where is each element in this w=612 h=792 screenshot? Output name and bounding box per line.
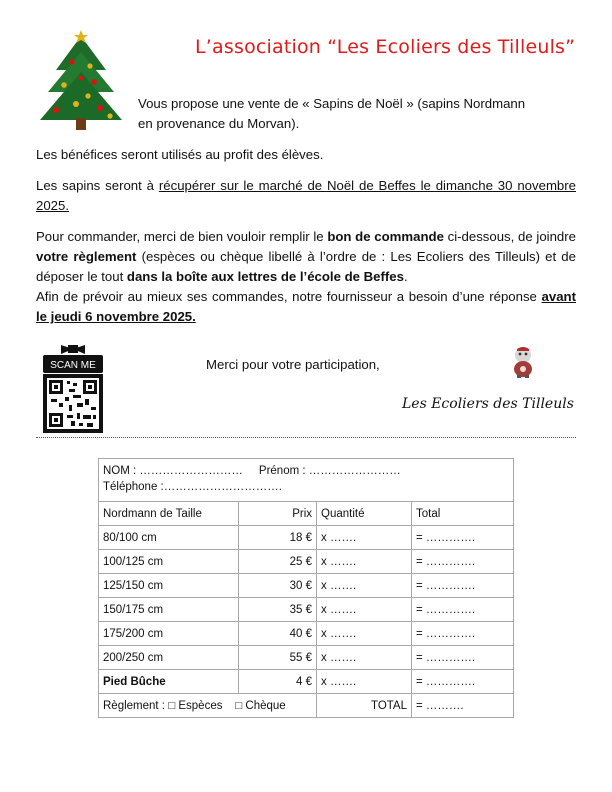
cash-option-label: Espèces bbox=[178, 699, 223, 712]
benefits-paragraph: Les bénéfices seront utilisés au profit des élèves. bbox=[36, 147, 324, 162]
qr-code-icon[interactable] bbox=[43, 345, 103, 433]
intro-line-2: en provenance du Morvan). bbox=[138, 116, 300, 131]
price-cell: 40 € bbox=[239, 622, 317, 646]
table-row bbox=[99, 646, 514, 670]
price-cell: 30 € bbox=[239, 574, 317, 598]
table-row bbox=[99, 598, 514, 622]
col-header-quantity: Quantité bbox=[317, 502, 412, 526]
size-cell: Pied Bûche bbox=[99, 670, 239, 694]
quantity-field[interactable]: x ……. bbox=[317, 622, 412, 646]
intro-text bbox=[138, 94, 578, 134]
check-checkbox[interactable]: □ bbox=[235, 699, 243, 712]
size-cell: 200/250 cm bbox=[99, 646, 239, 670]
pickup-paragraph bbox=[36, 176, 576, 216]
col-header-total: Total bbox=[412, 502, 514, 526]
total-field[interactable]: = …………. bbox=[412, 550, 514, 574]
grand-total-field[interactable]: = ………. bbox=[412, 694, 514, 718]
total-field[interactable]: = …………. bbox=[412, 646, 514, 670]
total-label-cell: TOTAL bbox=[317, 694, 412, 718]
qr-scan-label: SCAN ME bbox=[50, 360, 96, 371]
size-cell: 150/175 cm bbox=[99, 598, 239, 622]
mascot-icon bbox=[508, 345, 538, 379]
page-title: L’association “Les Ecoliers des Tilleuls” bbox=[195, 36, 576, 58]
price-cell: 35 € bbox=[239, 598, 317, 622]
instr-bold-1: bon de commande bbox=[327, 229, 444, 244]
col-header-size: Nordmann de Taille bbox=[99, 502, 239, 526]
quantity-field[interactable]: x ……. bbox=[317, 526, 412, 550]
size-cell: 175/200 cm bbox=[99, 622, 239, 646]
pickup-prefix: Les sapins seront à bbox=[36, 178, 159, 193]
total-field[interactable]: = …………. bbox=[412, 574, 514, 598]
instr-bold-3: dans la boîte aux lettres de l’école de Beffes bbox=[126, 269, 404, 284]
order-form-table bbox=[98, 458, 514, 718]
quantity-field[interactable]: x ……. bbox=[317, 598, 412, 622]
table-row bbox=[99, 526, 514, 550]
quantity-field[interactable]: x ……. bbox=[317, 550, 412, 574]
christmas-tree-icon bbox=[36, 30, 126, 134]
telephone-field[interactable]: Téléphone :…………………………. bbox=[103, 481, 282, 493]
pickup-details: récupérer sur le marché de Noël de Beffes le dimanche 30 novembre 2025. bbox=[36, 178, 576, 213]
total-field[interactable]: = …………. bbox=[412, 598, 514, 622]
quantity-field[interactable]: x ……. bbox=[317, 646, 412, 670]
instr-text-4: . bbox=[403, 269, 408, 284]
quantity-field[interactable]: x ……. bbox=[317, 574, 412, 598]
customer-info-cell[interactable] bbox=[99, 459, 514, 502]
table-row bbox=[99, 574, 514, 598]
check-option-label: Chèque bbox=[245, 699, 286, 712]
total-field[interactable]: = …………. bbox=[412, 622, 514, 646]
table-row bbox=[99, 670, 514, 694]
price-cell: 4 € bbox=[239, 670, 317, 694]
thanks-message: Merci pour votre participation, bbox=[206, 357, 380, 372]
price-cell: 18 € bbox=[239, 526, 317, 550]
instr-text-1: Pour commander, merci de bien vouloir remplir le bbox=[36, 229, 328, 244]
size-cell: 125/150 cm bbox=[99, 574, 239, 598]
instr-text-5: Afin de prévoir au mieux ses commandes, notre fournisseur a besoin d’une réponse bbox=[36, 289, 542, 304]
size-cell: 80/100 cm bbox=[99, 526, 239, 550]
customer-info-row bbox=[99, 459, 514, 502]
intro-line-1: Vous propose une vente de « Sapins de Noël » (sapins Nordmann bbox=[138, 96, 526, 111]
size-cell: 100/125 cm bbox=[99, 550, 239, 574]
table-header-row bbox=[99, 502, 514, 526]
prenom-field[interactable]: Prénom : …………………… bbox=[258, 465, 401, 477]
cash-checkbox[interactable]: □ bbox=[168, 699, 176, 712]
order-instructions bbox=[36, 227, 576, 327]
price-cell: 25 € bbox=[239, 550, 317, 574]
quantity-field[interactable]: x ……. bbox=[317, 670, 412, 694]
instr-text-3: (espèces ou chèque libellé à l’ordre de : Les Ecoliers des Tilleuls) et de déposer le tout bbox=[36, 249, 576, 284]
cut-line bbox=[36, 437, 576, 438]
total-field[interactable]: = …………. bbox=[412, 670, 514, 694]
signature: Les Ecoliers des Tilleuls bbox=[402, 396, 574, 412]
instr-text-2: ci-dessous, de joindre bbox=[443, 229, 576, 244]
payment-row bbox=[99, 694, 514, 718]
table-row bbox=[99, 622, 514, 646]
total-field[interactable]: = …………. bbox=[412, 526, 514, 550]
payment-label: Règlement : bbox=[103, 699, 169, 712]
instr-bold-2: votre règlement bbox=[36, 249, 137, 264]
nom-field[interactable]: NOM : ……………………… bbox=[103, 465, 243, 477]
instr-deadline: avant le jeudi 6 novembre 2025. bbox=[36, 289, 576, 324]
col-header-price: Prix bbox=[239, 502, 317, 526]
table-row bbox=[99, 550, 514, 574]
price-cell: 55 € bbox=[239, 646, 317, 670]
payment-options-cell bbox=[99, 694, 317, 718]
